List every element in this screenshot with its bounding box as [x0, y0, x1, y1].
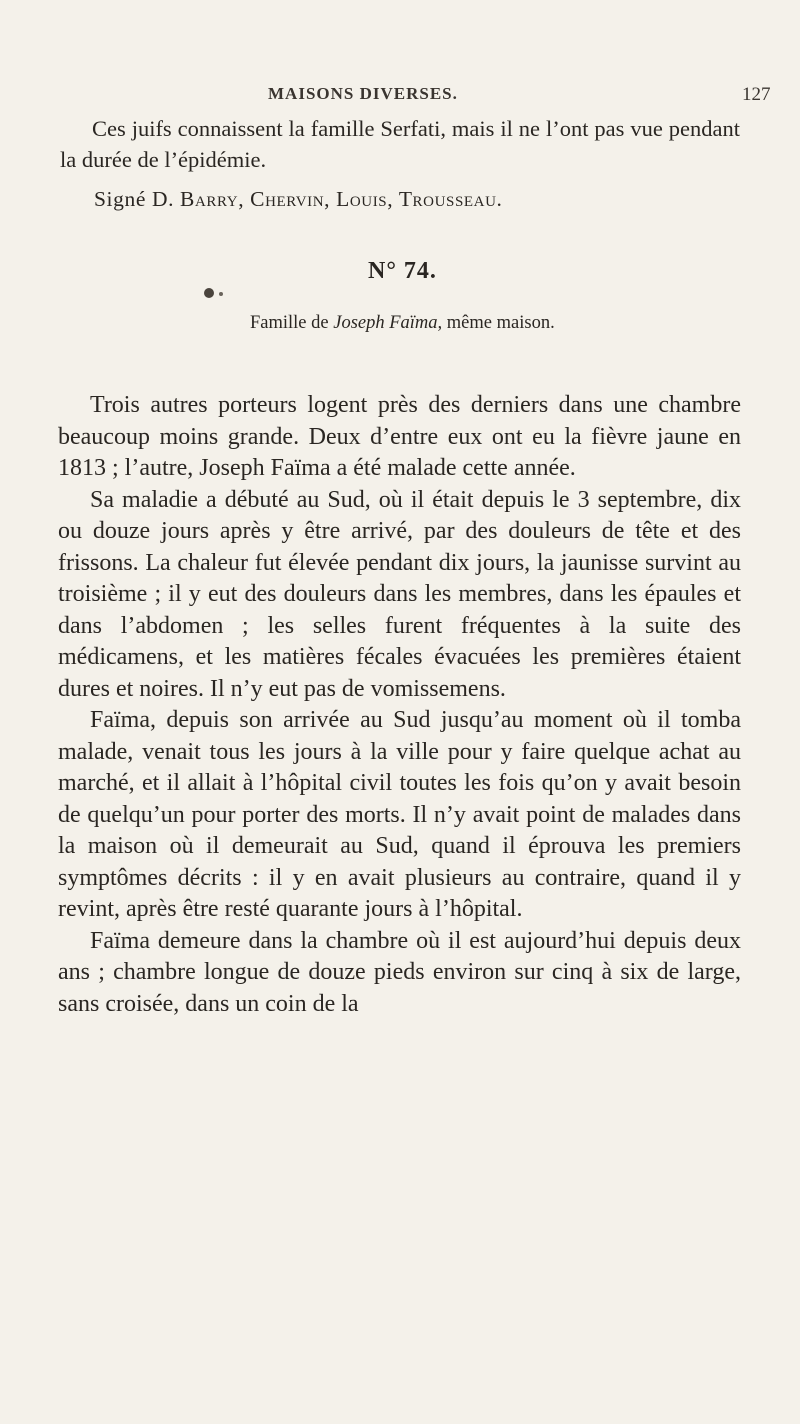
subtitle-name: Joseph Faïma, [333, 313, 443, 333]
entry-subtitle [250, 313, 555, 334]
body-text [58, 390, 741, 1020]
ink-blot-mark [204, 288, 214, 298]
paragraph: Trois autres porteurs logent près des derniers dans une chambre beaucoup moins grande. Deux d’entre eux ont eu la fièvre jaune en 1813 ; l’autre, Joseph Faïma a été malade cette année. [58, 392, 741, 481]
signature-names: Barry, Chervin, Louis, Trousseau. [180, 187, 503, 211]
ink-speck-mark [219, 292, 223, 296]
subtitle-suffix: même maison. [442, 313, 555, 333]
subtitle-prefix: Famille de [250, 313, 334, 333]
intro-paragraph: Ces juifs connaissent la famille Serfati, mais il ne l’ont pas vue pendant la durée de l’épidémie. [60, 116, 740, 172]
entry-number: N° 74. [368, 258, 437, 284]
paragraph: Sa maladie a débuté au Sud, où il était depuis le 3 septembre, dix ou douze jours après y être arrivé, par des douleurs de tête et des frissons. La chaleur fut élevée pendant dix jours, la jaunisse survint au troisième ; il y eut des douleurs dans les membres, dans les épaules et dans l’abdomen ; les selles furent fréquentes à la suite des médicamens, et les matières fécales évacuées les premières étaient dures et noires. Il n’y eut pas de vomissemens. [58, 486, 741, 702]
signature-prefix: Signé D. [94, 187, 181, 211]
page-number: 127 [742, 84, 771, 105]
running-head: MAISONS DIVERSES. [268, 84, 458, 103]
signature-line [94, 187, 503, 212]
paragraph: Faïma demeure dans la chambre où il est aujourd’hui depuis deux ans ; chambre longue de douze pieds environ sur cinq à six de large, sans croisée, dans un coin de la [58, 927, 741, 1017]
paragraph: Faïma, depuis son arrivée au Sud jusqu’au moment où il tomba malade, venait tous les jours à la ville pour y faire quelque achat au marché, et il allait à l’hôpital civil toutes les fois qu’on y avait besoin de quelqu’un pour porter des morts. Il n’y avait point de malades dans la maison où il demeurait au Sud, quand il éprouva les premiers symptômes décrits : il y en avait plusieurs au contraire, quand il y revint, après être resté quarante jours à l’hôpital. [58, 707, 741, 922]
